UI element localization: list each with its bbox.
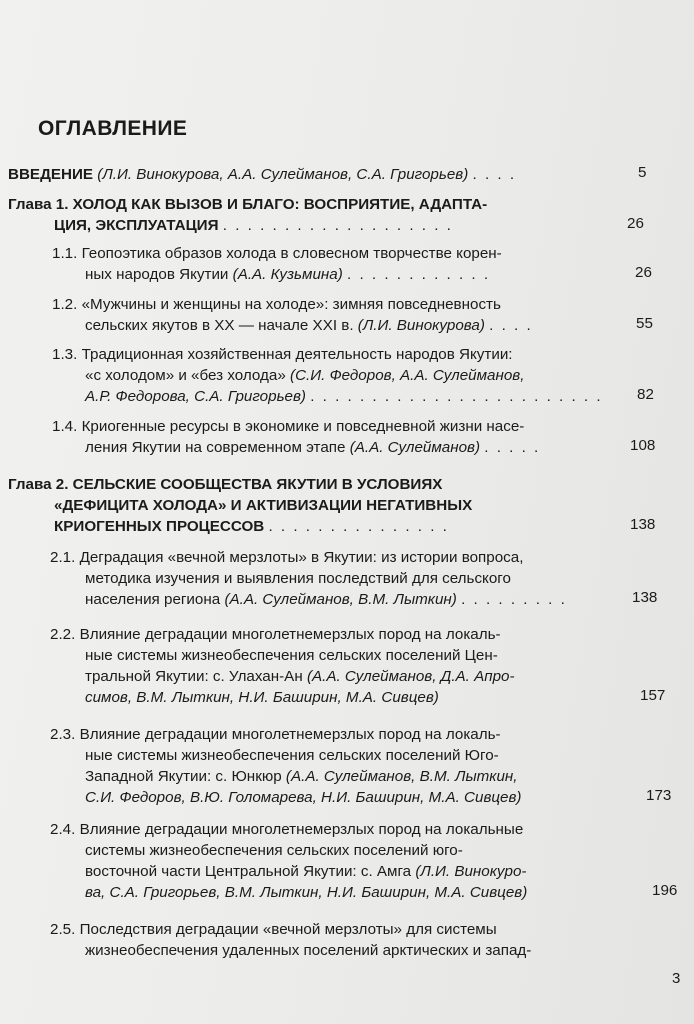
section-title-line2: жизнеобеспечения удаленных поселений арктических и запад-: [85, 942, 532, 959]
intro-authors: (Л.И. Винокурова, А.А. Сулейманов, С.А. Григорьев): [97, 166, 469, 183]
section-title-line2: «с холодом» и «без холода»: [85, 367, 286, 384]
intro-page: 5: [638, 164, 647, 181]
toc-entry-chapter2[interactable]: [8, 474, 472, 537]
chapter2-title-line3: КРИОГЕННЫХ ПРОЦЕССОВ: [54, 518, 265, 535]
leader-dots: . . . . .: [484, 439, 541, 456]
section-title-line1: Деградация «вечной мерзлоты» в Якутии: из истории вопроса,: [79, 549, 524, 566]
section-number: 2.3.: [50, 726, 76, 743]
section-title-line1: Влияние деградации многолетнемерзлых пород на локальные: [79, 821, 524, 838]
section-title-line3: населения региона: [85, 591, 221, 608]
section-number: 2.4.: [50, 821, 76, 838]
chapter1-title-line1: Глава 1. ХОЛОД КАК ВЫЗОВ И БЛАГО: ВОСПРИЯТИЕ, АДАПТА-: [8, 196, 488, 213]
chapter2-page: 138: [630, 516, 656, 533]
toc-entry-2-4[interactable]: [50, 819, 527, 903]
section-1-1-page: 26: [635, 264, 652, 281]
section-authors: (Л.И. Винокуро-: [415, 863, 527, 880]
section-title-line1: Криогенные ресурсы в экономике и повседневной жизни насе-: [81, 418, 525, 435]
leader-dots: . . . . . . . . . . . . . . . . . . . . . . . .: [310, 388, 603, 405]
leader-dots: . . . . . . . . . . . . . . .: [268, 518, 449, 535]
section-authors: (А.А. Кузьмина): [232, 266, 343, 283]
chapter1-page: 26: [627, 215, 644, 232]
section-title-line1: Последствия деградации «вечной мерзлоты» для системы: [79, 921, 497, 938]
section-number: 1.3.: [52, 346, 78, 363]
section-authors: (А.А. Сулейманов, Д.А. Апро-: [306, 668, 515, 685]
chapter2-title-line2: «ДЕФИЦИТА ХОЛОДА» И АКТИВИЗАЦИИ НЕГАТИВНЫХ: [54, 497, 473, 514]
section-authors-cont: С.И. Федоров, В.Ю. Голомарева, Н.И. Баширин, М.А. Сивцев): [85, 789, 522, 806]
toc-entry-1-3[interactable]: [52, 344, 603, 407]
section-number: 2.2.: [50, 626, 76, 643]
section-1-2-page: 55: [636, 315, 653, 332]
section-1-4-page: 108: [630, 437, 656, 454]
section-title-line2: ления Якутии на современном этапе: [85, 439, 346, 456]
section-number: 2.5.: [50, 921, 76, 938]
page-number: 3: [672, 970, 681, 987]
section-title-line1: Традиционная хозяйственная деятельность народов Якутии:: [81, 346, 513, 363]
section-authors-cont: симов, В.М. Лыткин, Н.И. Баширин, М.А. Сивцев): [85, 689, 439, 706]
section-title-line2: ных народов Якутии: [85, 266, 229, 283]
section-authors: (С.И. Федоров, А.А. Сулейманов,: [290, 367, 525, 384]
toc-entry-2-5[interactable]: [50, 919, 531, 961]
section-title-line3: тральной Якутии: с. Улахан-Ан: [85, 668, 303, 685]
section-number: 1.1.: [52, 245, 78, 262]
toc-entry-1-4[interactable]: [52, 416, 540, 458]
section-title-line2: сельских якутов в XX — начале XXI в.: [85, 317, 354, 334]
section-2-3-page: 173: [646, 787, 672, 804]
toc-heading: ОГЛАВЛЕНИЕ: [38, 117, 188, 140]
section-authors: (Л.И. Винокурова): [357, 317, 485, 334]
section-2-4-page: 196: [652, 882, 678, 899]
toc-entry-2-2[interactable]: [50, 624, 515, 708]
chapter2-title-line1: Глава 2. СЕЛЬСКИЕ СООБЩЕСТВА ЯКУТИИ В УСЛОВИЯХ: [8, 476, 443, 493]
section-title-line2: ные системы жизнеобеспечения сельских поселений Цен-: [85, 647, 498, 664]
section-authors: (А.А. Сулейманов, В.М. Лыткин): [224, 591, 457, 608]
toc-entry-2-1[interactable]: [50, 547, 567, 610]
toc-entry-1-1[interactable]: [52, 243, 502, 285]
toc-entry-1-2[interactable]: [52, 294, 533, 336]
section-authors: (А.А. Сулейманов, В.М. Лыткин,: [285, 768, 518, 785]
section-title-line3: восточной части Центральной Якутии: с. Амга: [85, 863, 412, 880]
intro-title: ВВЕДЕНИЕ: [8, 166, 94, 183]
toc-entry-intro[interactable]: [8, 164, 516, 185]
section-title-line2: ные системы жизнеобеспечения сельских поселений Юго-: [85, 747, 499, 764]
section-authors-cont: А.Р. Федорова, С.А. Григорьев): [85, 388, 306, 405]
section-2-1-page: 138: [632, 589, 658, 606]
leader-dots: . . . . . . . . . . . .: [347, 266, 491, 283]
toc-entry-2-3[interactable]: [50, 724, 521, 808]
leader-dots: . . . .: [489, 317, 533, 334]
section-title-line1: Влияние деградации многолетнемерзлых пород на локаль-: [79, 626, 501, 643]
section-title-line1: Влияние деградации многолетнемерзлых пород на локаль-: [79, 726, 501, 743]
section-2-2-page: 157: [640, 687, 666, 704]
leader-dots: . . . . . . . . . . . . . . . . . . .: [222, 217, 453, 234]
section-number: 1.4.: [52, 418, 78, 435]
section-title-line2: системы жизнеобеспечения сельских поселений юго-: [85, 842, 463, 859]
section-title-line1: Геопоэтика образов холода в словесном творчестве корен-: [81, 245, 502, 262]
leader-dots: . . . .: [472, 166, 517, 183]
section-number: 2.1.: [50, 549, 76, 566]
section-number: 1.2.: [52, 296, 78, 313]
section-authors-cont: ва, С.А. Григорьев, В.М. Лыткин, Н.И. Баширин, М.А. Сивцев): [85, 884, 528, 901]
section-authors: (А.А. Сулейманов): [349, 439, 481, 456]
chapter1-title-line2: ЦИЯ, ЭКСПЛУАТАЦИЯ: [54, 217, 219, 234]
section-title-line3: Западной Якутии: с. Юнкюр: [85, 768, 282, 785]
section-title-line2: методика изучения и выявления последствий для сельского: [85, 570, 511, 587]
section-1-3-page: 82: [637, 386, 654, 403]
leader-dots: . . . . . . . . .: [461, 591, 567, 608]
section-title-line1: «Мужчины и женщины на холоде»: зимняя повседневность: [81, 296, 501, 313]
toc-entry-chapter1[interactable]: [8, 194, 487, 236]
